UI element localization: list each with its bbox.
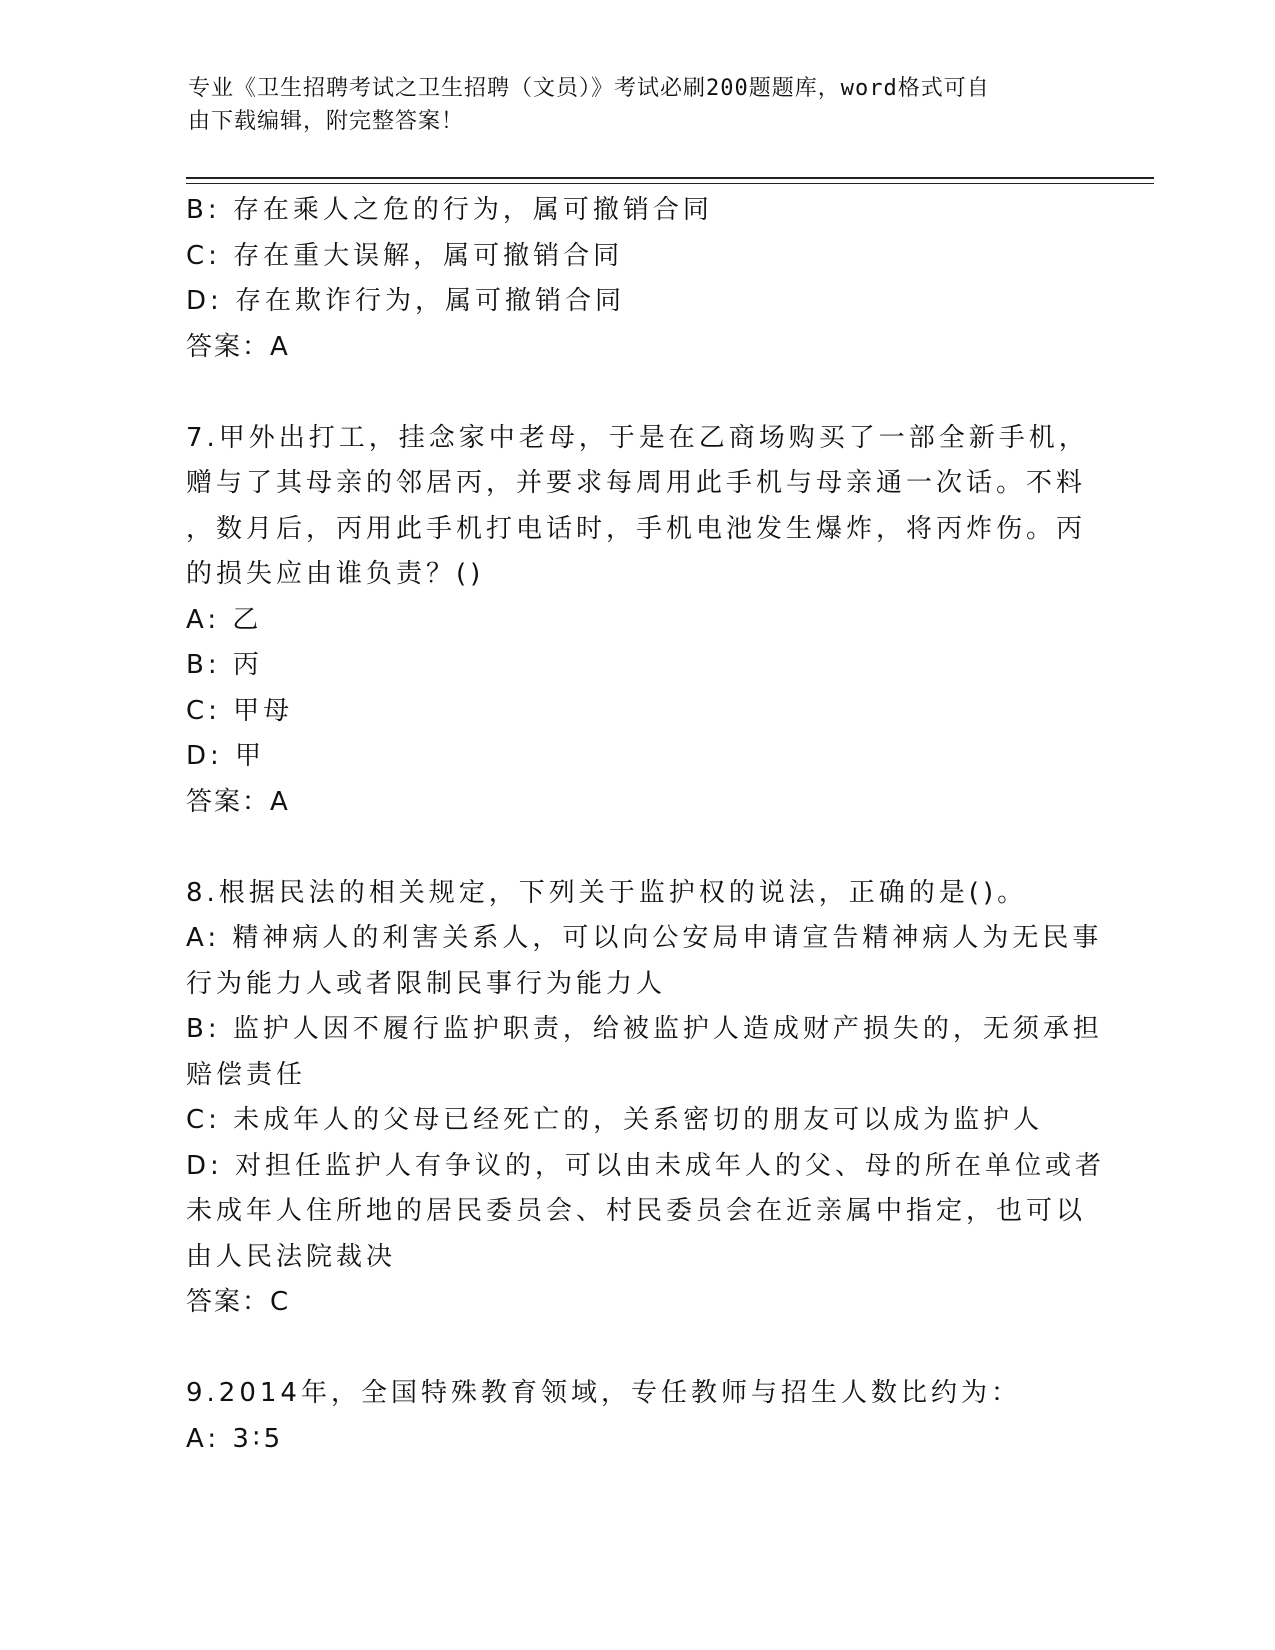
- q8-option-d: D: 对担任监护人有争议的，可以由未成年人的父、母的所在单位或者: [186, 1150, 1106, 1181]
- q9-stem: 9.2014年，全国特殊教育领域，专任教师与招生人数比约为：: [186, 1378, 1021, 1408]
- q7-option-a: A: 乙: [186, 604, 263, 635]
- q7-answer: 答案：A: [186, 786, 290, 817]
- q8-option-b-cont: 赔偿责任: [186, 1059, 307, 1090]
- q7-stem-line: 赠与了其母亲的邻居丙，并要求每周用此手机与母亲通一次话。不料: [186, 468, 1087, 498]
- spacer: [186, 370, 1086, 416]
- header-divider-thick: [186, 177, 1154, 179]
- q8-option-d-cont: 由人民法院裁决: [186, 1241, 397, 1272]
- question-7: [186, 416, 1089, 826]
- question-9: [186, 1371, 1086, 1462]
- q7-stem-line: 的损失应由谁负责？(): [186, 559, 485, 589]
- question-6: [186, 188, 1086, 370]
- q8-option-a: A: 精神病人的利害关系人，可以向公安局申请宣告精神病人为无民事: [186, 923, 1103, 953]
- document-header: [188, 72, 1078, 138]
- question-8: [186, 871, 1106, 1326]
- question-content: [186, 188, 1106, 1462]
- spacer: [186, 1326, 1086, 1372]
- header-line-1: 专业《卫生招聘考试之卫生招聘（文员）》考试必刷200题题库，word格式可自: [188, 76, 990, 101]
- q7-stem-line: 7.甲外出打工，挂念家中老母，于是在乙商场购买了一部全新手机，: [186, 422, 1089, 453]
- q8-option-c: C: 未成年人的父母已经死亡的，关系密切的朋友可以成为监护人: [186, 1105, 1044, 1135]
- spacer: [186, 825, 1086, 871]
- q6-option-d: D: 存在欺诈行为，属可撤销合同: [186, 286, 626, 316]
- q8-answer: 答案：C: [186, 1287, 291, 1317]
- q6-option-b: B: 存在乘人之危的行为，属可撤销合同: [186, 195, 713, 225]
- q6-option-c: C: 存在重大误解，属可撤销合同: [186, 240, 624, 271]
- q7-option-c: C: 甲母: [186, 695, 294, 726]
- q8-option-a-cont: 行为能力人或者限制民事行为能力人: [186, 968, 667, 999]
- q8-stem: 8.根据民法的相关规定，下列关于监护权的说法，正确的是()。: [186, 877, 1028, 908]
- q6-answer: 答案：A: [186, 331, 290, 362]
- header-divider-thin: [186, 183, 1154, 184]
- q7-option-d: D: 甲: [186, 741, 266, 771]
- q8-option-b: B: 监护人因不履行监护职责，给被监护人造成财产损失的，无须承担: [186, 1014, 1103, 1044]
- q7-stem-line: ，数月后，丙用此手机打电话时，手机电池发生爆炸，将丙炸伤。丙: [186, 513, 1087, 544]
- q9-option-a: A: 3∶5: [186, 1423, 285, 1454]
- header-line-2: 由下载编辑，附完整答案！: [188, 109, 465, 134]
- q8-option-d-cont: 未成年人住所地的居民委员会、村民委员会在近亲属中指定，也可以: [186, 1196, 1087, 1226]
- q7-option-b: B: 丙: [186, 650, 263, 680]
